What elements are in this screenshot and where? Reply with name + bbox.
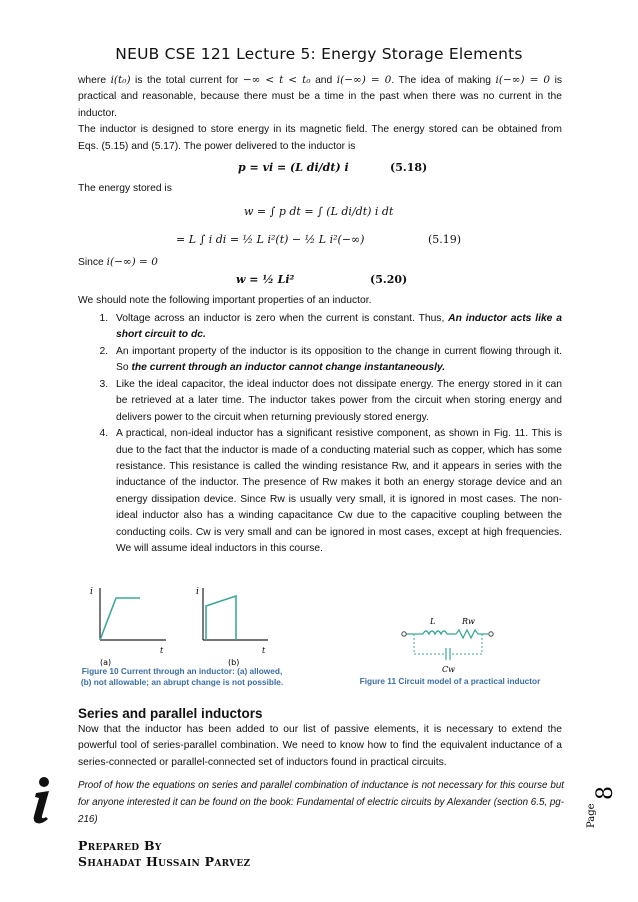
equation-text: w = ½ Li²	[236, 273, 295, 287]
property-item-3	[111, 377, 562, 426]
properties-intro: We should note the following important properties of an inductor.	[78, 295, 372, 307]
capacitor-wire-left	[414, 634, 444, 654]
text-run: is the total current for	[130, 75, 243, 86]
math-inline: i(t₀)	[110, 74, 131, 86]
equation-text: w = ∫ p dt = ∫ (L di/dt) i dt	[244, 204, 394, 218]
text-run: Since	[78, 256, 107, 268]
figure-10a	[90, 587, 166, 667]
math-inline: −∞ < t < t₀	[242, 74, 311, 86]
property-item-1	[111, 311, 562, 344]
property-item-4	[111, 426, 562, 558]
text-run: where	[78, 75, 111, 86]
label-Rw: Rw	[462, 617, 475, 626]
text-run: is practical and reasonable, because there must be a time in the past when there was no current in the inductor.	[78, 75, 563, 119]
equation-text: p = vi = (L di/dt) i	[238, 161, 349, 175]
text-run: Like the ideal capacitor, the ideal inductor does not dissipate energy. The energy stored in it can be retrieved at a later time. The inductor takes power from the circuit when storing energy and delivers power to the circuit when returning previously stored energy.	[116, 378, 562, 423]
intro-paragraph-1	[78, 72, 562, 122]
author-name: Shahadat Hussain Parvez	[78, 854, 251, 870]
equation-5-18	[78, 155, 562, 181]
figure-label-a: (a)	[100, 658, 112, 667]
equation-5-19-line-2	[78, 226, 562, 254]
properties-list	[78, 311, 562, 558]
text-run: . The idea of making	[391, 75, 496, 86]
equation-number: (5.20)	[370, 273, 408, 287]
figure-10-caption: Figure 10 Current through an inductor: (a) allowed, (b) not allowable; an abrupt change is not possible.	[80, 666, 284, 688]
current-curve	[100, 598, 140, 640]
axis-label-t: t	[160, 646, 164, 655]
equation-text: = L ∫ i di = ½ L i²(t) − ½ L i²(−∞)	[176, 232, 365, 246]
page-number: 8	[593, 786, 618, 800]
page-label: Page	[586, 803, 597, 828]
prepared-by-footer	[78, 838, 250, 871]
page-number-svg	[578, 780, 618, 830]
page-header: NEUB CSE 121 Lecture 5: Energy Storage Elements	[115, 45, 523, 63]
terminal-left	[402, 632, 406, 636]
emphasis-text: the current through an inductor cannot change instantaneously.	[131, 362, 446, 374]
energy-stored-label: The energy stored is	[78, 183, 172, 195]
curve-placeholder	[203, 606, 213, 640]
figure-label-b: (b)	[228, 658, 240, 667]
since-line	[78, 254, 562, 271]
footnote-text: Proof of how the equations on series and parallel combination of inductance is not necessary for this course but for anyone interested it can be found on the book: Fundamental of electric circuits by Alexander (section 6.5, pg-216)	[78, 780, 564, 825]
emphasis-text: An inductor acts like a short circuit to dc.	[116, 312, 562, 341]
math-inline: i(−∞) = 0	[495, 74, 551, 86]
label-Cw: Cw	[442, 665, 455, 674]
text-run: A practical, non-ideal inductor has a significant resistive component, as shown in Fig. 11. This is due to the fact that the inductor is made of a conducting material such as copper, which has some resistance. This resistance is called the winding resistance Rw, and it appears in series with the inductance of the inductor. The presence of Rw makes it both an energy storage device and an energy dissipation device. Since Rw is usually very small, it is ignored in most cases. The non-ideal inductor also has a winding capacitance Cw due to the capacitive coupling between the conducting coils. Cw is very small and can be ignored in most cases, except at high frequencies. We will assume ideal inductors in this course.	[116, 428, 562, 555]
axis-label-i: i	[90, 587, 93, 597]
property-item-2	[111, 344, 562, 377]
equation-5-19-line-1	[78, 198, 562, 226]
terminal-right	[489, 632, 493, 636]
equation-number: (5.18)	[390, 161, 428, 175]
main-text	[78, 72, 562, 558]
equation-5-20	[78, 271, 562, 293]
text-run: An important property of the inductor is its opposition to the change in current flowing through it. So	[116, 345, 562, 374]
inductor-coil	[423, 631, 447, 634]
intro-paragraph-2: The inductor is designed to store energy in its magnetic field. The energy stored can be obtained from Eqs. (5.15) and (5.17). The power delivered to the inductor is	[78, 124, 562, 152]
section-paragraph: Now that the inductor has been added to our list of passive elements, it is necessary to extend the powerful tool of series-parallel combination. We need to know how to find the equivalent inductance of a series-connected or parallel-connected set of inductors found in practical circuits.	[78, 724, 562, 768]
figure-10b	[196, 587, 268, 667]
page-number-mark	[578, 780, 618, 830]
current-curve	[206, 596, 236, 640]
label-L: L	[430, 617, 436, 626]
prepared-by-label: Prepared By	[78, 838, 162, 853]
figure-11	[402, 617, 493, 674]
equation-number: (5.19)	[428, 232, 462, 246]
math-inline: i(−∞) = 0	[106, 255, 158, 268]
text-run: Voltage across an inductor is zero when the current is constant. Thus,	[116, 312, 449, 324]
figure-11-caption: Figure 11 Circuit model of a practical inductor	[359, 676, 541, 686]
capacitor-wire-right	[452, 634, 482, 654]
resistor-zigzag	[456, 630, 478, 638]
section-heading: Series and parallel inductors	[78, 706, 263, 721]
text-run: and	[310, 75, 337, 86]
axis-label-i: i	[196, 587, 199, 597]
math-inline: i(−∞) = 0	[336, 74, 392, 86]
axis-label-t: t	[262, 646, 266, 655]
info-icon	[27, 775, 57, 825]
